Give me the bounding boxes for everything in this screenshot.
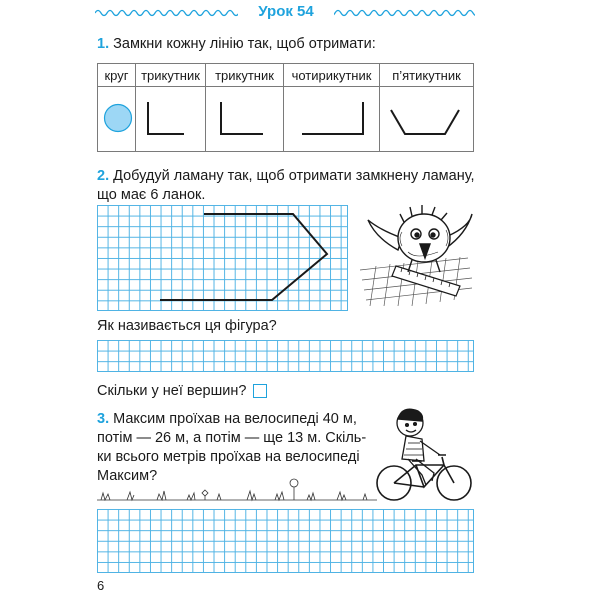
column-header-pentagon: п’ятикутник (380, 64, 474, 87)
grass-decoration (97, 478, 377, 504)
circle-shape (101, 90, 133, 146)
task2-text-line1: Добудуй ламану так, щоб отримати замкнену ламану, (113, 168, 475, 184)
task1-number: 1. (97, 36, 110, 52)
polyline-figure (97, 205, 347, 311)
task3-line4: Максим? (97, 468, 158, 484)
column-header-triangle-2: трикутник (206, 64, 284, 87)
column-header-quadrilateral: чотирикутник (284, 64, 380, 87)
lesson-title: Урок 54 (238, 2, 334, 22)
cell-circle[interactable] (98, 87, 136, 152)
column-header-circle: круг (98, 64, 136, 87)
task2-question1: Як називається ця фігура? (97, 318, 277, 334)
task1-statement (97, 35, 376, 54)
page-number: 6 (97, 578, 105, 593)
cell-pentagon[interactable] (380, 87, 474, 152)
column-header-triangle-1: трикутник (136, 64, 206, 87)
cell-quadrilateral[interactable] (284, 87, 380, 152)
triangle-open-line-2 (209, 90, 281, 146)
pentagon-open-line (383, 90, 471, 146)
task3-answer-grid[interactable] (97, 509, 474, 573)
quadrilateral-open-line (287, 90, 377, 146)
task3-line2: потім — 26 м, а потім — ще 13 м. Скіль- (97, 430, 367, 446)
task2-text-line2: що має 6 ланок. (97, 187, 206, 203)
task3-statement (97, 410, 387, 486)
task1-text: Замкни кожну лінію так, щоб отримати: (113, 36, 376, 52)
shapes-table (97, 63, 474, 152)
task2-number: 2. (97, 168, 110, 184)
task3-line3: ки всього метрів проїхав на велосипеді (97, 449, 360, 465)
answer-box-vertices[interactable] (253, 384, 267, 398)
boy-on-bicycle-illustration (372, 405, 474, 507)
cell-triangle-1[interactable] (136, 87, 206, 152)
task3-number: 3. (97, 411, 110, 427)
task2-question2: Скільки у неї вершин? (97, 383, 247, 399)
answer-grid-figure-name[interactable] (97, 340, 474, 372)
bird-with-ruler-illustration (356, 200, 474, 314)
task3-line1: Максим проїхав на велосипеді 40 м, (113, 411, 357, 427)
triangle-open-line-1 (139, 90, 203, 146)
cell-triangle-2[interactable] (206, 87, 284, 152)
